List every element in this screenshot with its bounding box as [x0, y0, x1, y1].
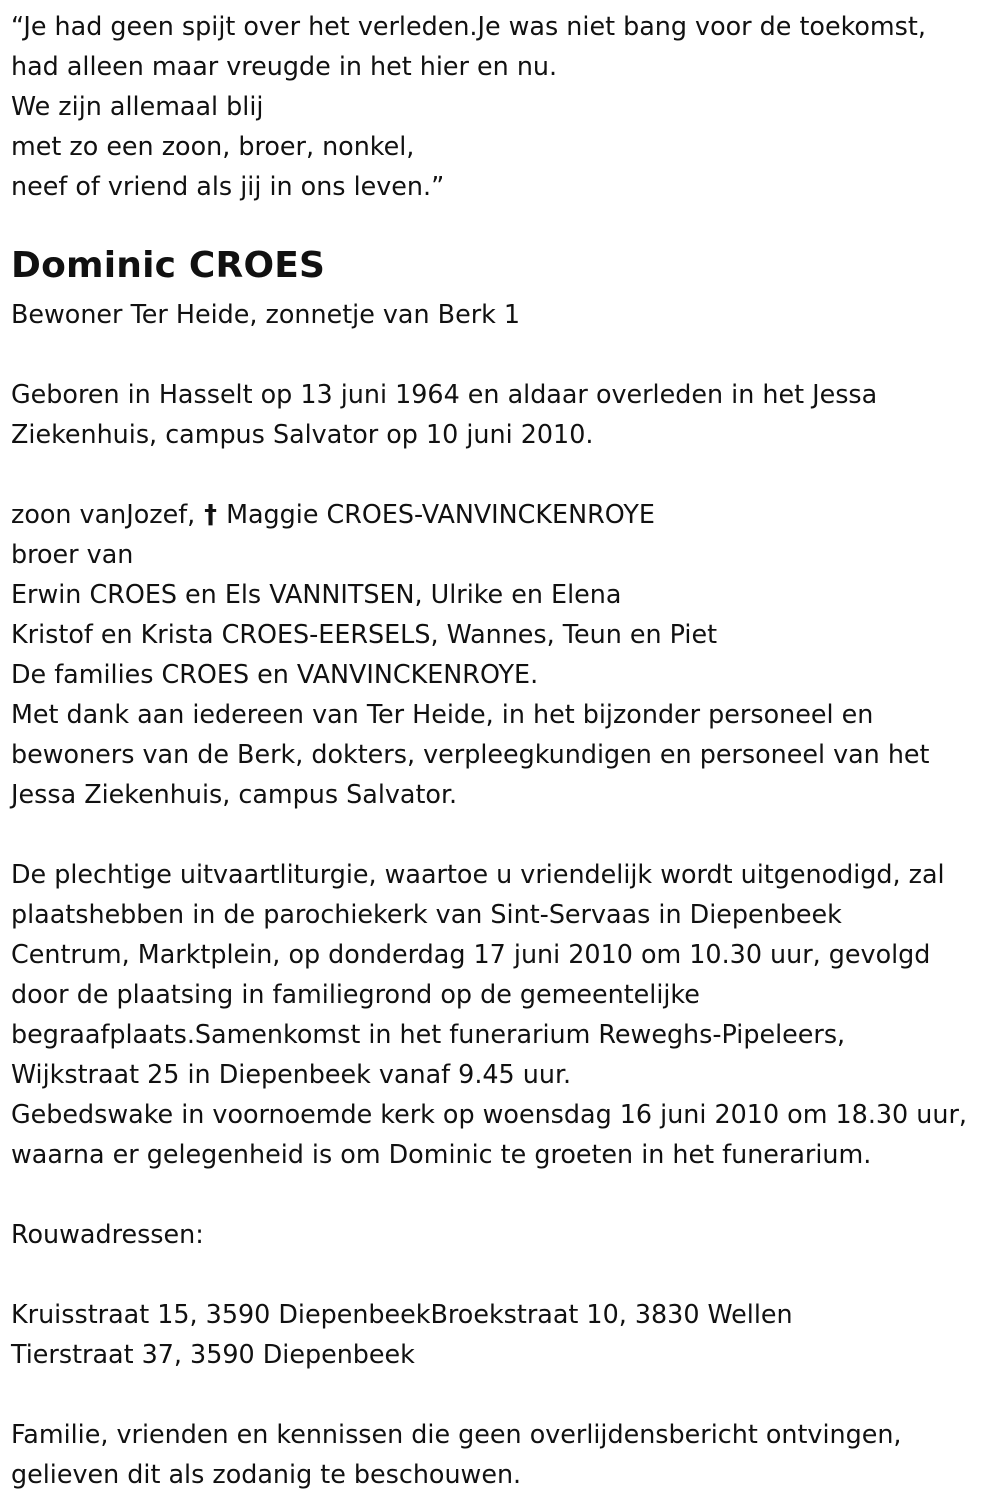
family-line: Erwin CROES en Els VANNITSEN, Ulrike en Elena [11, 579, 622, 609]
funeral-line: door de plaatsing in familiegrond op de gemeentelijke [11, 979, 700, 1009]
cross-icon: † [204, 499, 217, 529]
quote-line: “Je had geen spijt over het verleden.Je was niet bang voor de toekomst, [11, 11, 926, 41]
quote-line: We zijn allemaal blij [11, 91, 264, 121]
family-line: bewoners van de Berk, dokters, verpleegkundigen en personeel van het [11, 739, 930, 769]
funeral-line: waarna er gelegenheid is om Dominic te groeten in het funerarium. [11, 1139, 872, 1169]
birth-death-paragraph [11, 374, 877, 454]
family-line: Kristof en Krista CROES-EERSELS, Wannes, Teun en Piet [11, 619, 718, 649]
family-line: broer van [11, 539, 134, 569]
address-line: Kruisstraat 15, 3590 DiepenbeekBroekstraat 10, 3830 Wellen [11, 1299, 793, 1329]
quote-line: had alleen maar vreugde in het hier en nu. [11, 51, 558, 81]
addresses-heading [11, 1214, 204, 1254]
funeral-line: Wijkstraat 25 in Diepenbeek vanaf 9.45 uur. [11, 1059, 572, 1089]
parents-prefix: zoon vanJozef, [11, 499, 204, 529]
quote-line: met zo een zoon, broer, nonkel, [11, 131, 415, 161]
closing-line: gelieven dit als zodanig te beschouwen. [11, 1459, 522, 1489]
parents-line [11, 494, 930, 534]
funeral-line: plaatshebben in de parochiekerk van Sint-Servaas in Diepenbeek [11, 899, 842, 929]
family-paragraph [11, 494, 930, 814]
funeral-line: begraafplaats.Samenkomst in het funerarium Reweghs-Pipeleers, [11, 1019, 846, 1049]
birth-death-line: Geboren in Hasselt op 13 juni 1964 en aldaar overleden in het Jessa [11, 379, 878, 409]
address-line: Tierstraat 37, 3590 Diepenbeek [11, 1339, 415, 1369]
family-line: Jessa Ziekenhuis, campus Salvator. [11, 779, 458, 809]
residence-text [11, 294, 520, 334]
addresses-list [11, 1294, 793, 1374]
parents-suffix: Maggie CROES-VANVINCKENROYE [218, 499, 655, 529]
memorial-quote [11, 6, 926, 206]
quote-line: neef of vriend als jij in ons leven.” [11, 171, 445, 201]
addresses-heading-text: Rouwadressen: [11, 1219, 204, 1249]
deceased-name: Dominic CROES [11, 245, 326, 286]
closing-line: Familie, vrienden en kennissen die geen overlijdensbericht ontvingen, [11, 1419, 902, 1449]
funeral-line: De plechtige uitvaartliturgie, waartoe u vriendelijk wordt uitgenodigd, zal [11, 859, 945, 889]
birth-death-line: Ziekenhuis, campus Salvator op 10 juni 2010. [11, 419, 594, 449]
family-line: De families CROES en VANVINCKENROYE. [11, 659, 539, 689]
funeral-paragraph [11, 854, 967, 1174]
funeral-line: Centrum, Marktplein, op donderdag 17 juni 2010 om 10.30 uur, gevolgd [11, 939, 931, 969]
closing-paragraph [11, 1414, 902, 1494]
family-line: Met dank aan iedereen van Ter Heide, in het bijzonder personeel en [11, 699, 874, 729]
residence-line: Bewoner Ter Heide, zonnetje van Berk 1 [11, 299, 521, 329]
funeral-line: Gebedswake in voornoemde kerk op woensdag 16 juni 2010 om 18.30 uur, [11, 1099, 967, 1129]
